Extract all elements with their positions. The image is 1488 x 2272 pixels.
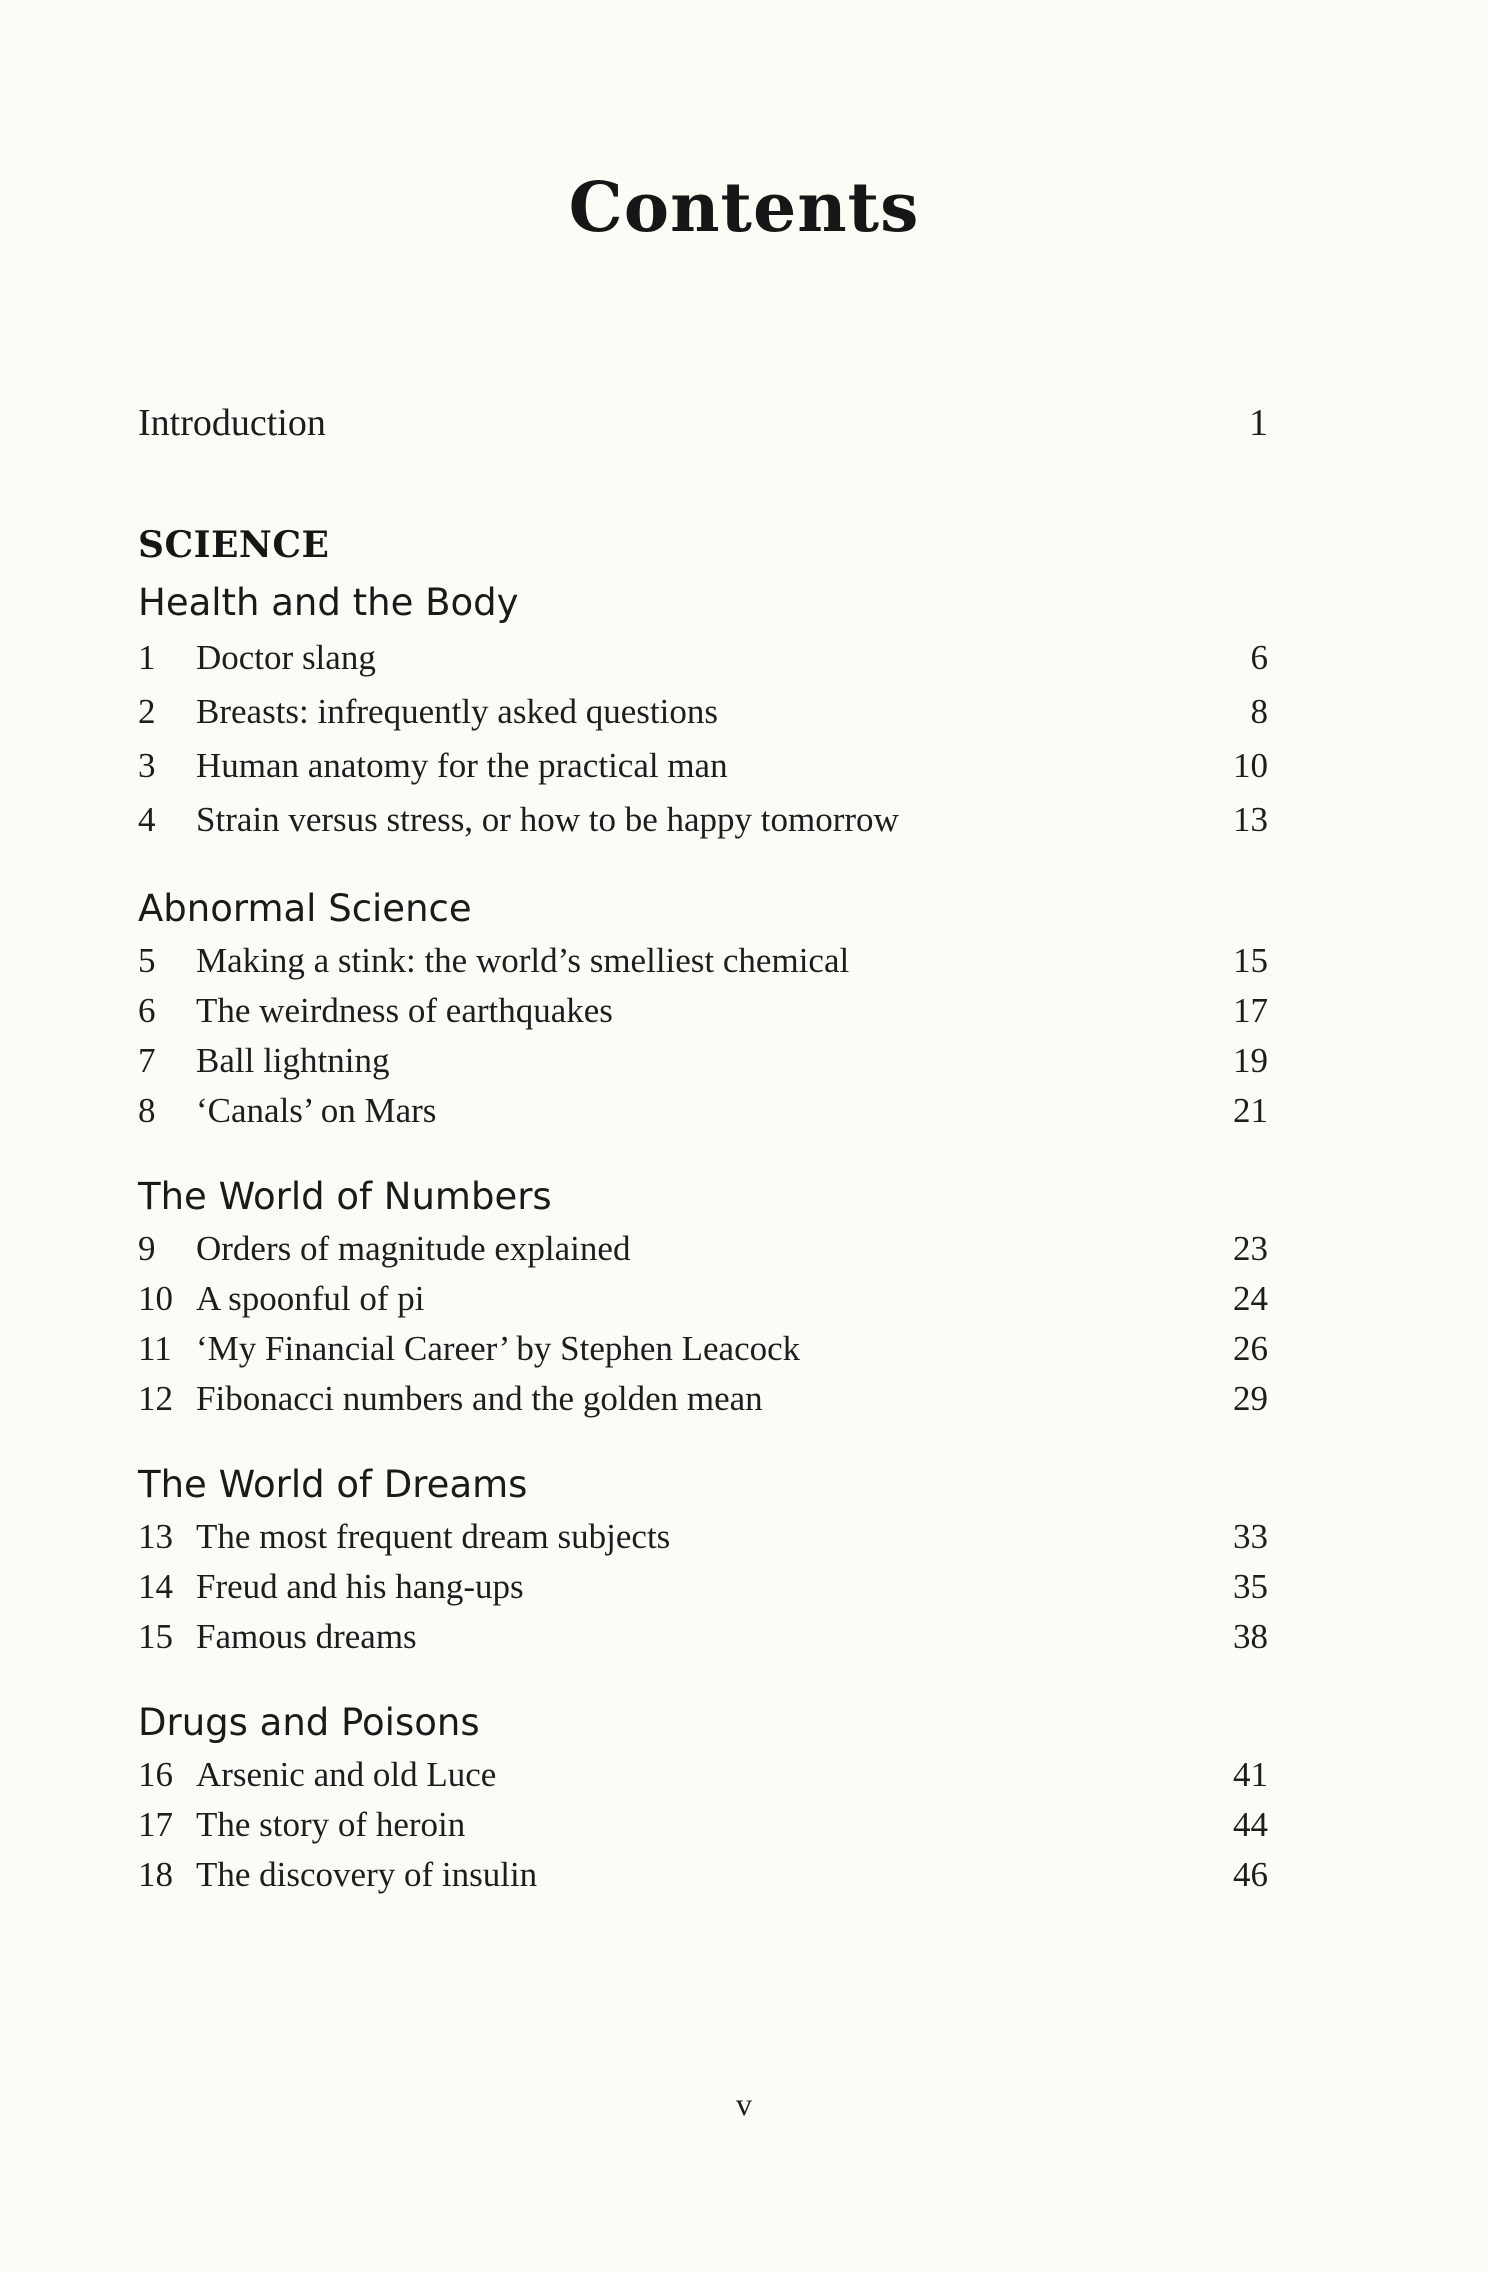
toc-entry-number: 18	[138, 1855, 173, 1894]
toc-entry	[138, 1512, 1268, 1562]
toc-entry-page: 41	[1233, 1755, 1268, 1794]
toc-entry-number: 2	[138, 692, 156, 731]
toc-entry	[138, 1750, 1268, 1800]
toc-entry	[138, 1612, 1268, 1662]
toc-entry-number: 14	[138, 1567, 173, 1606]
toc-section-health-and-the-body	[138, 576, 1268, 847]
toc-entry-title: ‘My Financial Career’ by Stephen Leacock	[196, 1329, 801, 1368]
toc-entry-page: 33	[1233, 1517, 1268, 1556]
toc-section-drugs-and-poisons	[138, 1696, 1268, 1900]
toc-entry-number: 10	[138, 1279, 173, 1318]
toc-entry-title: Making a stink: the world’s smelliest chemical	[196, 941, 850, 980]
toc-entry-title: Arsenic and old Luce	[196, 1755, 497, 1794]
toc-entry-title: Human anatomy for the practical man	[196, 746, 728, 785]
toc-entry-page: 46	[1233, 1855, 1268, 1894]
toc-entry	[138, 1562, 1268, 1612]
toc-entry-number: 9	[138, 1229, 156, 1268]
section-heading: Abnormal Science	[138, 887, 472, 930]
part-heading: SCIENCE	[138, 524, 330, 566]
toc-entry	[138, 1324, 1268, 1374]
toc-entry-number: 3	[138, 746, 156, 785]
toc-entry-number: 12	[138, 1379, 173, 1418]
toc-entry	[138, 1274, 1268, 1324]
toc-entry-page: 38	[1233, 1617, 1268, 1656]
toc-entry-page: 44	[1233, 1805, 1268, 1844]
toc-entry-number: 5	[138, 941, 156, 980]
toc-entry-title: A spoonful of pi	[196, 1279, 425, 1318]
toc-entry-number: 6	[138, 991, 156, 1030]
toc-section-world-of-dreams	[138, 1458, 1268, 1662]
toc-entry-page: 17	[1233, 991, 1268, 1030]
toc-entry-title: The story of heroin	[196, 1805, 466, 1844]
toc-entry-page: 6	[1250, 638, 1268, 677]
toc-entry-page: 24	[1233, 1279, 1268, 1318]
toc-entry-title: ‘Canals’ on Mars	[196, 1091, 437, 1130]
toc-entry-number: 13	[138, 1517, 173, 1556]
toc-entry-page: 21	[1233, 1091, 1268, 1130]
section-heading: The World of Numbers	[138, 1175, 552, 1218]
toc-entry-number: 7	[138, 1041, 156, 1080]
toc-entry	[138, 1850, 1268, 1900]
toc-entry	[138, 1086, 1268, 1136]
toc-entry-page: 26	[1233, 1329, 1268, 1368]
page-title: Contents	[568, 168, 920, 248]
toc-entry-title: Fibonacci numbers and the golden mean	[196, 1379, 763, 1418]
toc-entry-title: The discovery of insulin	[196, 1855, 538, 1894]
toc-entry-page: 29	[1233, 1379, 1268, 1418]
toc-entry-page: 15	[1233, 941, 1268, 980]
toc-entry	[138, 630, 1268, 685]
toc-entry	[138, 1374, 1268, 1424]
toc-entry-number: 4	[138, 800, 156, 839]
toc-entry-title: The most frequent dream subjects	[196, 1517, 671, 1556]
toc-entry-title: Famous dreams	[196, 1617, 417, 1656]
section-heading: The World of Dreams	[138, 1463, 528, 1506]
toc-entry-number: 17	[138, 1805, 173, 1844]
toc-entry	[138, 739, 1268, 793]
page-number: v	[736, 2086, 752, 2122]
toc-entry-page: 10	[1233, 746, 1268, 785]
toc-entry-number: 8	[138, 1091, 156, 1130]
toc-entry-number: 1	[138, 638, 156, 677]
toc-entry	[138, 793, 1268, 847]
toc-entry	[138, 1800, 1268, 1850]
toc-entry-title: Freud and his hang-ups	[196, 1567, 524, 1606]
toc-entry	[138, 685, 1268, 739]
toc-entry-title: The weirdness of earthquakes	[196, 991, 613, 1030]
section-heading: Drugs and Poisons	[138, 1701, 480, 1744]
toc-entry-page: 35	[1233, 1567, 1268, 1606]
toc-entry-introduction	[138, 398, 1268, 448]
toc-entry	[138, 986, 1268, 1036]
toc-entry-page: 23	[1233, 1229, 1268, 1268]
toc-entry-title: Strain versus stress, or how to be happy tomorrow	[196, 800, 899, 839]
section-heading: Health and the Body	[138, 581, 519, 624]
toc-entry-page: 13	[1233, 800, 1268, 839]
toc-entry-title: Doctor slang	[196, 638, 376, 677]
toc-entry-title: Orders of magnitude explained	[196, 1229, 631, 1268]
toc-entry-number: 11	[138, 1329, 172, 1368]
toc-entry-page: 1	[1249, 402, 1268, 444]
toc-entry-number: 16	[138, 1755, 173, 1794]
toc-entry	[138, 936, 1268, 986]
toc-entry	[138, 1036, 1268, 1086]
toc-entry-page: 19	[1233, 1041, 1268, 1080]
toc-entry-number: 15	[138, 1617, 173, 1656]
toc-entry-title: Ball lightning	[196, 1041, 390, 1080]
toc-entry	[138, 1224, 1268, 1274]
toc-entry-title: Breasts: infrequently asked questions	[196, 692, 718, 731]
toc-section-world-of-numbers	[138, 1170, 1268, 1424]
toc-section-abnormal-science	[138, 882, 1268, 1136]
toc-entry-page: 8	[1250, 692, 1268, 731]
toc-entry-title: Introduction	[138, 402, 326, 444]
